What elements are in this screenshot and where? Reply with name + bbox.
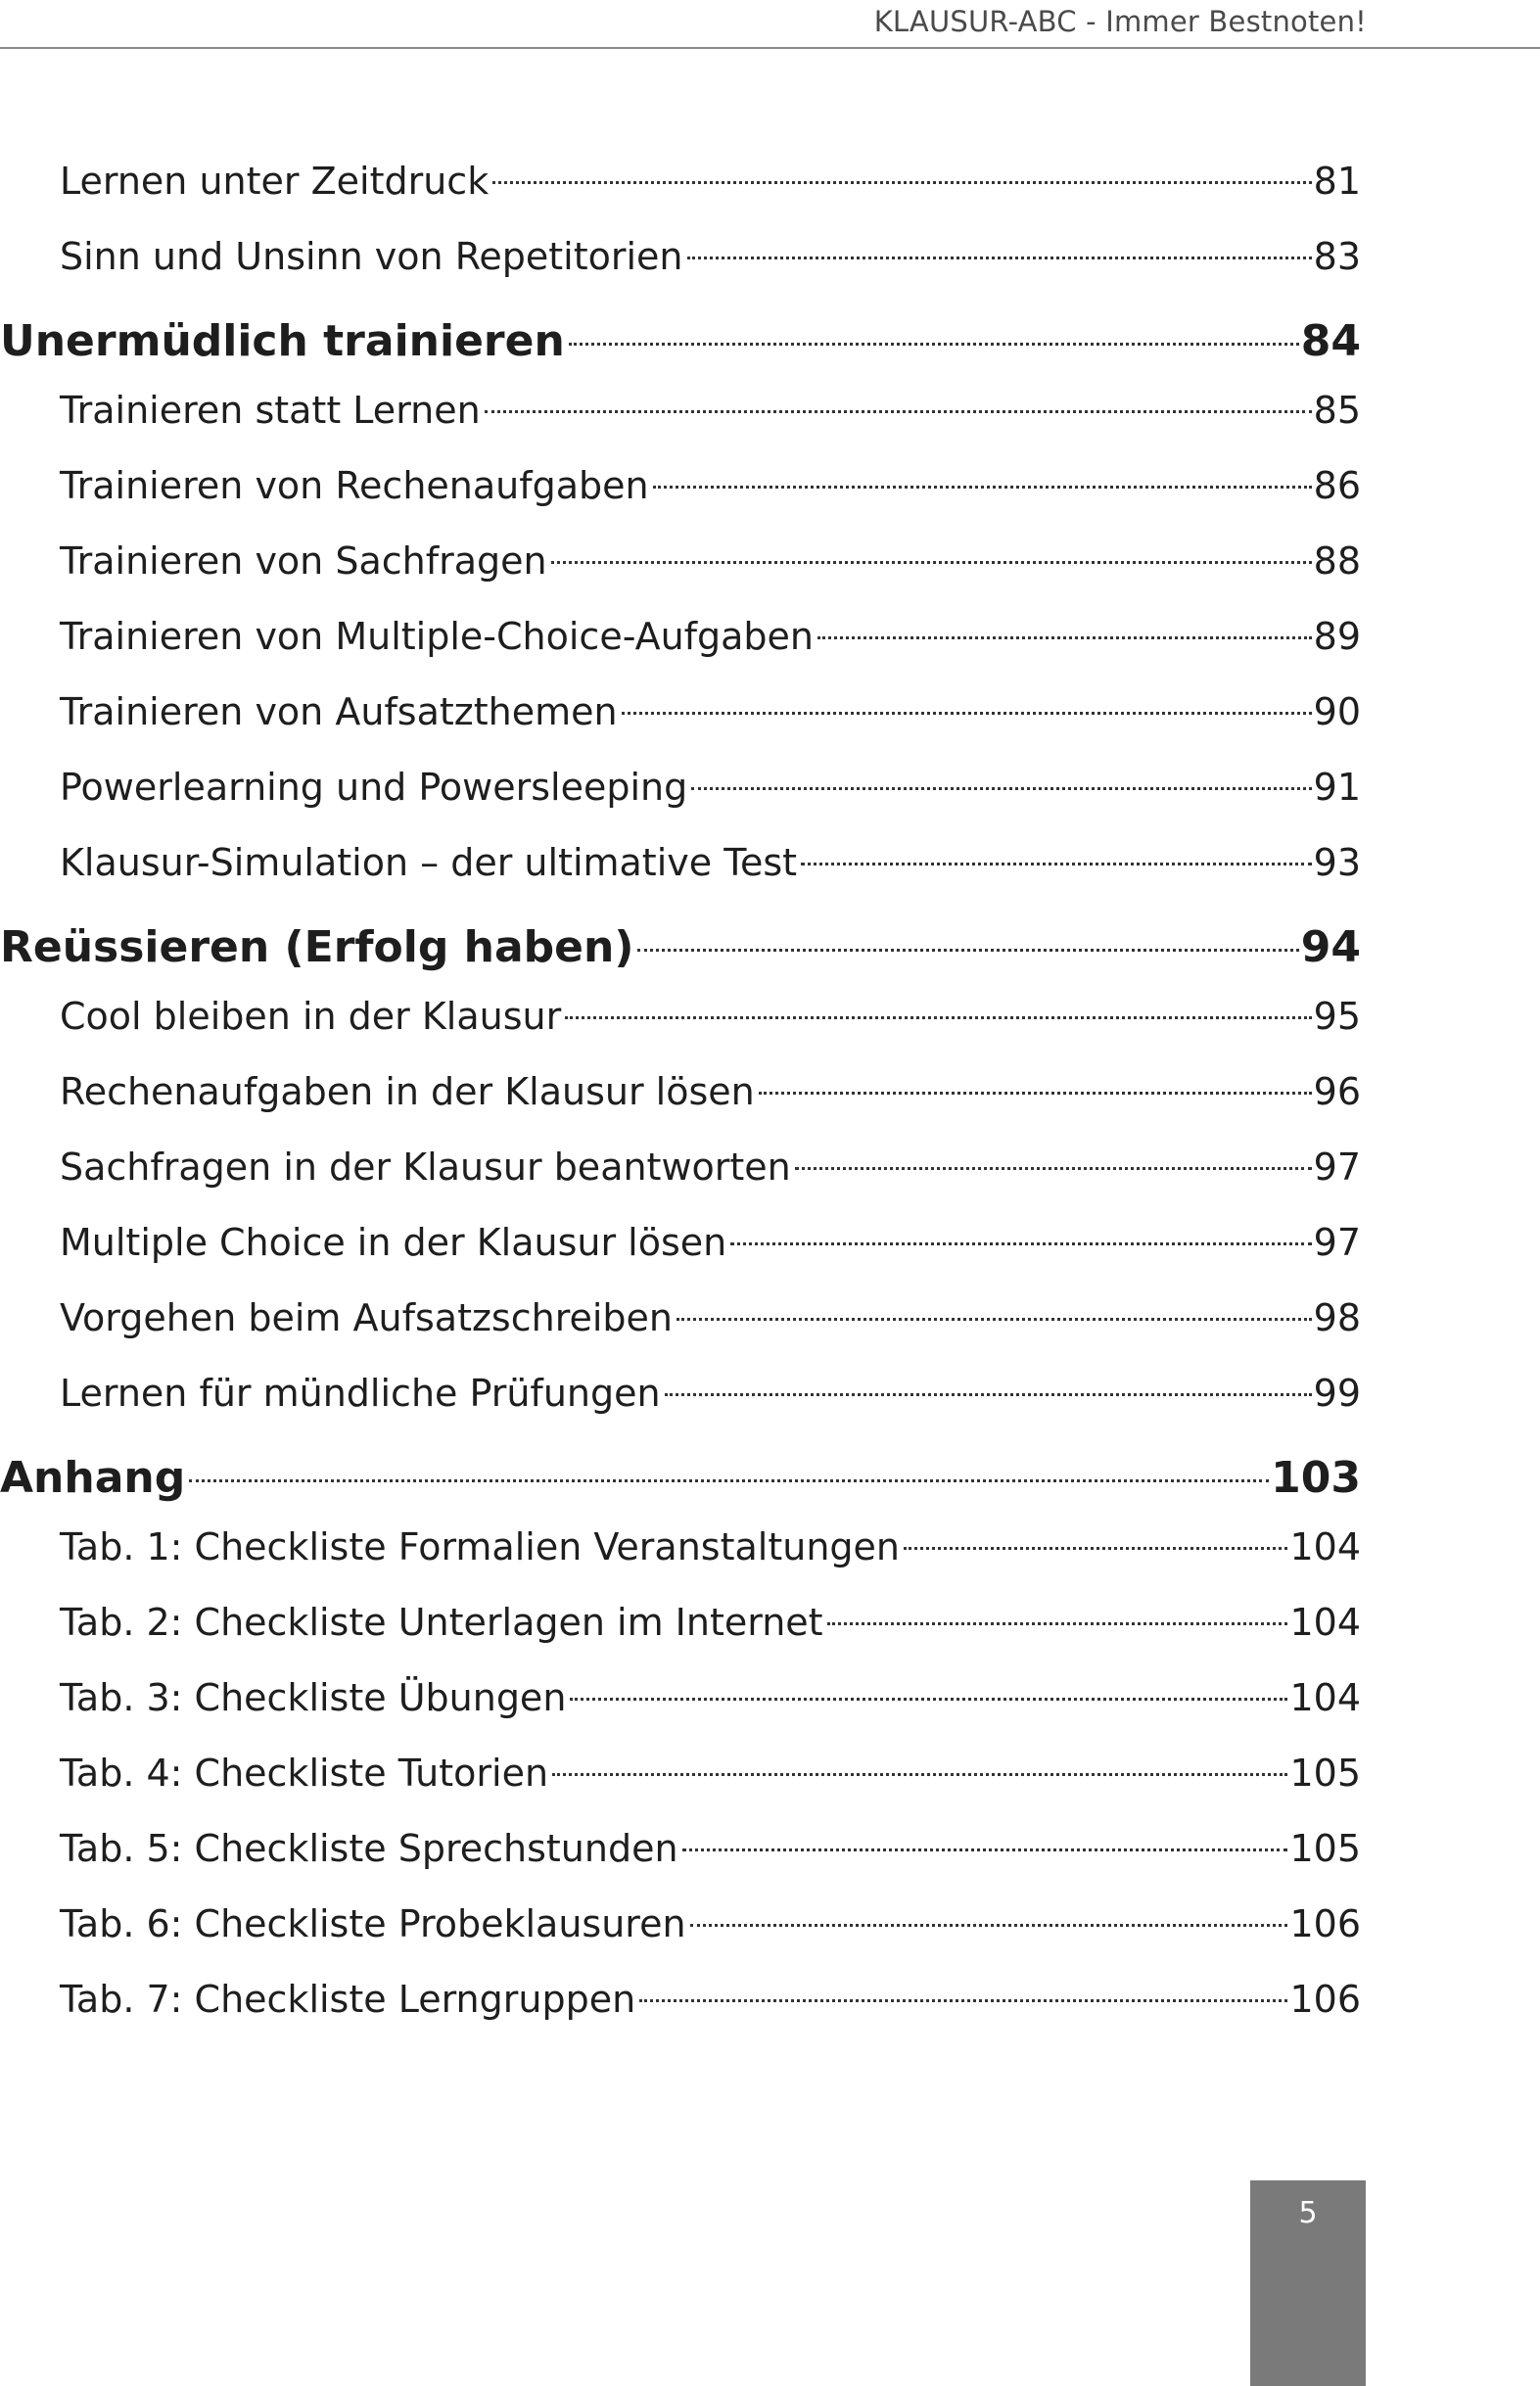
toc-entry-title: Lernen für mündliche Prüfungen: [60, 1372, 661, 1415]
toc-entry-page-number: 103: [1271, 1453, 1361, 1503]
toc-section-entry[interactable]: [0, 456, 1361, 532]
toc-entry-title: Tab. 7: Checkliste Lerngruppen: [60, 1978, 636, 2021]
dot-leader: [552, 1773, 1287, 1776]
toc-section-entry[interactable]: [0, 381, 1361, 456]
toc-entry-title: Sachfragen in der Klausur beantworten: [60, 1146, 791, 1189]
toc-entry-title: Trainieren statt Lernen: [60, 389, 481, 432]
dot-leader: [904, 1547, 1287, 1550]
toc-entry-page-number: 97: [1313, 1221, 1361, 1264]
page-number: 5: [1298, 2196, 1318, 2230]
toc-entry-title: Tab. 5: Checkliste Sprechstunden: [60, 1827, 678, 1870]
header-divider: [0, 47, 1540, 49]
toc-section-entry[interactable]: [0, 1668, 1361, 1744]
toc-entry-title: Sinn und Unsinn von Repetitorien: [60, 235, 683, 278]
toc-section-entry[interactable]: [0, 682, 1361, 758]
toc-entry-page-number: 104: [1289, 1676, 1361, 1719]
table-of-contents: [0, 152, 1361, 2045]
toc-entry-page-number: 95: [1313, 995, 1361, 1038]
toc-section-entry[interactable]: [0, 1895, 1361, 1970]
dot-leader: [485, 410, 1312, 413]
toc-entry-page-number: 105: [1289, 1827, 1361, 1870]
toc-entry-title: Tab. 6: Checkliste Probeklausuren: [60, 1902, 686, 1945]
dot-leader: [653, 486, 1312, 489]
dot-leader: [665, 1393, 1312, 1396]
toc-entry-page-number: 97: [1313, 1146, 1361, 1189]
dot-leader: [691, 787, 1311, 790]
dot-leader: [570, 1698, 1287, 1701]
toc-entry-title: Tab. 1: Checkliste Formalien Veranstaltungen: [60, 1525, 900, 1568]
dot-leader: [730, 1242, 1311, 1245]
dot-leader: [189, 1479, 1269, 1482]
toc-section-entry[interactable]: [0, 607, 1361, 682]
dot-leader: [817, 636, 1312, 639]
toc-section-entry[interactable]: [0, 152, 1361, 227]
toc-section-entry[interactable]: [0, 1819, 1361, 1895]
toc-entry-page-number: 84: [1300, 316, 1361, 366]
toc-entry-title: Powerlearning und Powersleeping: [60, 766, 688, 809]
toc-entry-page-number: 93: [1313, 841, 1361, 884]
toc-section-entry[interactable]: [0, 1593, 1361, 1668]
toc-chapter-entry[interactable]: [0, 303, 1361, 381]
toc-chapter-entry[interactable]: [0, 909, 1361, 987]
dot-leader: [827, 1622, 1288, 1625]
toc-entry-page-number: 96: [1313, 1070, 1361, 1113]
toc-entry-title: Unermüdlich trainieren: [0, 316, 565, 366]
toc-entry-title: Vorgehen beim Aufsatzschreiben: [60, 1296, 673, 1339]
dot-leader: [492, 181, 1311, 184]
toc-entry-page-number: 85: [1313, 389, 1361, 432]
dot-leader: [622, 712, 1312, 715]
toc-section-entry[interactable]: [0, 1288, 1361, 1364]
dot-leader: [551, 561, 1312, 564]
toc-section-entry[interactable]: [0, 1518, 1361, 1593]
toc-entry-title: Reüssieren (Erfolg haben): [0, 922, 634, 972]
toc-entry-page-number: 90: [1313, 690, 1361, 733]
toc-entry-title: Klausur-Simulation – der ultimative Test: [60, 841, 798, 884]
toc-entry-title: Multiple Choice in der Klausur lösen: [60, 1221, 727, 1264]
toc-entry-page-number: 89: [1313, 615, 1361, 658]
toc-entry-page-number: 98: [1313, 1296, 1361, 1339]
toc-section-entry[interactable]: [0, 1364, 1361, 1439]
dot-leader: [801, 863, 1312, 866]
toc-entry-title: Trainieren von Rechenaufgaben: [60, 464, 649, 507]
toc-entry-page-number: 94: [1300, 922, 1361, 972]
toc-entry-page-number: 106: [1289, 1978, 1361, 2021]
toc-section-entry[interactable]: [0, 987, 1361, 1062]
toc-entry-page-number: 91: [1313, 766, 1361, 809]
toc-section-entry[interactable]: [0, 1062, 1361, 1138]
toc-entry-page-number: 88: [1313, 539, 1361, 583]
toc-entry-title: Lernen unter Zeitdruck: [60, 160, 490, 203]
dot-leader: [639, 1999, 1287, 2002]
toc-entry-page-number: 99: [1313, 1372, 1361, 1415]
toc-section-entry[interactable]: [0, 1970, 1361, 2045]
toc-section-entry[interactable]: [0, 833, 1361, 909]
dot-leader: [690, 1924, 1288, 1927]
toc-section-entry[interactable]: [0, 1744, 1361, 1819]
dot-leader: [565, 1016, 1311, 1019]
toc-entry-page-number: 104: [1289, 1525, 1361, 1568]
toc-entry-title: Trainieren von Multiple-Choice-Aufgaben: [60, 615, 815, 658]
toc-entry-page-number: 106: [1289, 1902, 1361, 1945]
page-number-badge: [1250, 2180, 1366, 2386]
toc-entry-title: Anhang: [0, 1453, 186, 1503]
dot-leader: [682, 1848, 1288, 1851]
toc-section-entry[interactable]: [0, 1213, 1361, 1288]
toc-entry-title: Rechenaufgaben in der Klausur lösen: [60, 1070, 755, 1113]
dot-leader: [569, 343, 1299, 346]
toc-entry-page-number: 86: [1313, 464, 1361, 507]
dot-leader: [637, 949, 1298, 952]
dot-leader: [687, 257, 1312, 259]
toc-entry-page-number: 83: [1313, 235, 1361, 278]
toc-entry-page-number: 104: [1289, 1601, 1361, 1644]
dot-leader: [795, 1167, 1312, 1170]
toc-entry-title: Cool bleiben in der Klausur: [60, 995, 562, 1038]
toc-entry-title: Tab. 4: Checkliste Tutorien: [60, 1752, 549, 1795]
toc-chapter-entry[interactable]: [0, 1439, 1361, 1518]
dot-leader: [759, 1092, 1312, 1095]
running-header: KLAUSUR-ABC - Immer Bestnoten!: [873, 5, 1367, 38]
toc-section-entry[interactable]: [0, 227, 1361, 303]
toc-entry-page-number: 81: [1313, 160, 1361, 203]
dot-leader: [677, 1318, 1312, 1321]
toc-section-entry[interactable]: [0, 758, 1361, 833]
toc-section-entry[interactable]: [0, 1138, 1361, 1213]
toc-entry-title: Trainieren von Aufsatzthemen: [60, 690, 618, 733]
toc-section-entry[interactable]: [0, 532, 1361, 607]
toc-entry-page-number: 105: [1289, 1752, 1361, 1795]
toc-entry-title: Tab. 2: Checkliste Unterlagen im Internet: [60, 1601, 823, 1644]
toc-entry-title: Tab. 3: Checkliste Übungen: [60, 1676, 567, 1719]
toc-entry-title: Trainieren von Sachfragen: [60, 539, 547, 583]
